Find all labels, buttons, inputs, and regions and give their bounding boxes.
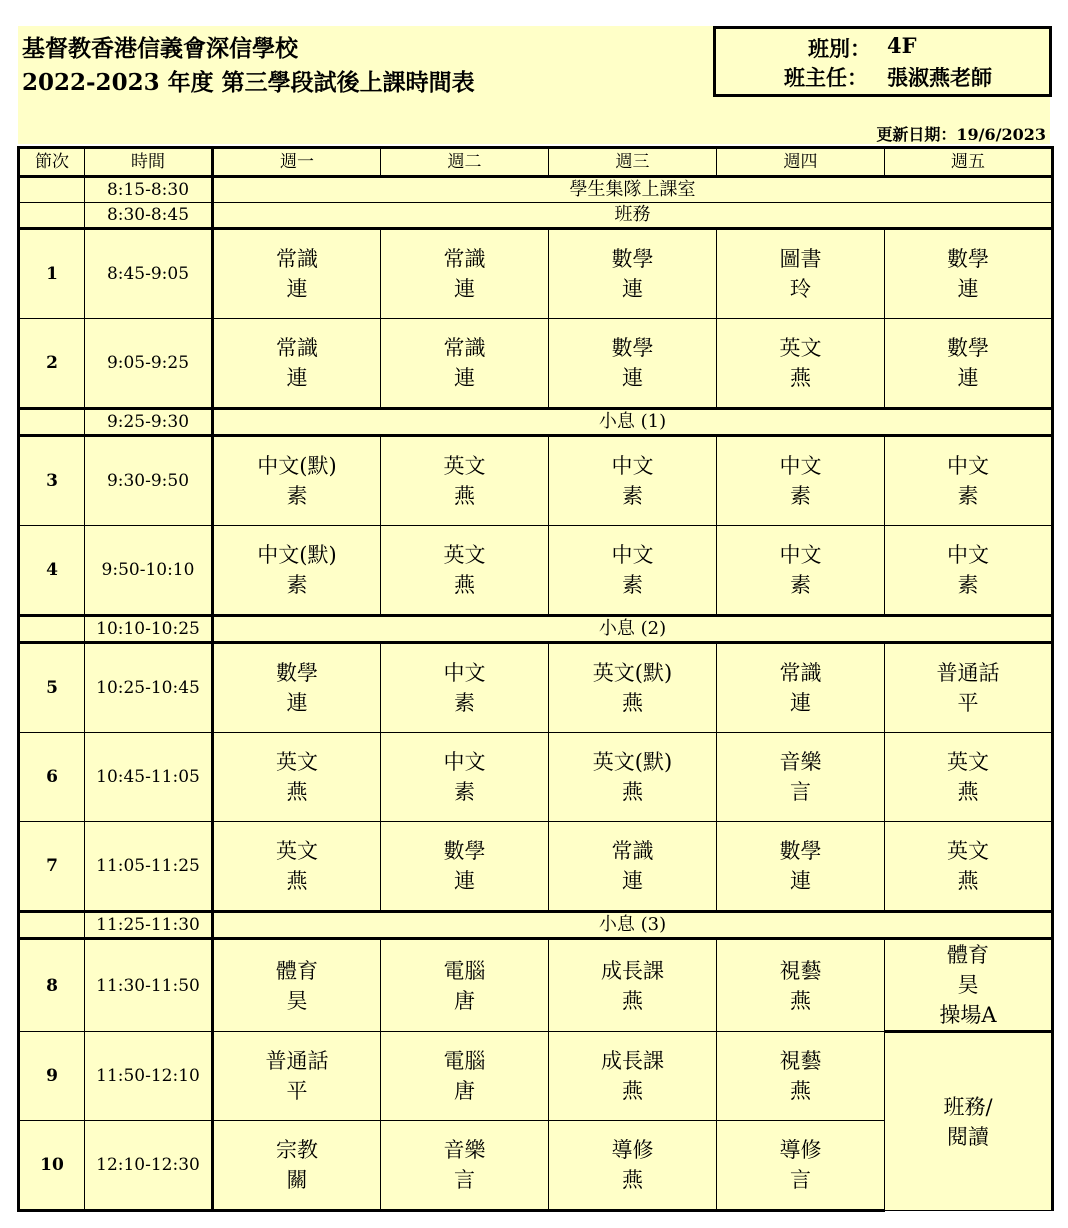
teacher: 燕 bbox=[454, 573, 475, 597]
lesson-cell bbox=[885, 643, 1053, 733]
slot-text: 班務 bbox=[213, 203, 1053, 229]
teacher: 素 bbox=[622, 484, 643, 508]
lesson-cell bbox=[213, 1032, 381, 1121]
period-number: 7 bbox=[19, 822, 85, 912]
friday-class-duty-reading bbox=[885, 1032, 1053, 1211]
teacher: 連 bbox=[286, 277, 308, 301]
period-number: 2 bbox=[19, 319, 85, 409]
teacher: 連 bbox=[622, 869, 643, 893]
class-value: 4F bbox=[887, 33, 917, 58]
teacher: 燕 bbox=[454, 484, 475, 508]
subject: 中文 bbox=[443, 661, 486, 685]
special-line: 班務/ bbox=[943, 1094, 993, 1119]
lesson-cell bbox=[213, 822, 381, 912]
teacher: 素 bbox=[790, 573, 811, 597]
teacher: 燕 bbox=[622, 691, 643, 715]
subject: 中文 bbox=[611, 543, 654, 567]
lesson-cell bbox=[717, 436, 885, 526]
lesson-cell bbox=[885, 319, 1053, 409]
lesson-cell bbox=[717, 822, 885, 912]
teacher: 平 bbox=[286, 1079, 308, 1103]
timetable bbox=[17, 146, 1054, 1212]
lesson-cell bbox=[717, 526, 885, 616]
subject: 中文 bbox=[779, 543, 822, 567]
teacher: 素 bbox=[286, 484, 308, 508]
lesson-cell bbox=[213, 436, 381, 526]
col-time: 時間 bbox=[85, 148, 213, 177]
lesson-cell bbox=[381, 436, 549, 526]
slot-empty bbox=[19, 177, 85, 203]
teacher: 唐 bbox=[454, 1079, 475, 1103]
updated-date: 更新日期：19/6/2023 bbox=[876, 125, 1046, 144]
teacher: 連 bbox=[454, 277, 475, 301]
subject: 普通話 bbox=[265, 1049, 329, 1073]
subject: 英文 bbox=[779, 336, 822, 360]
lesson-cell bbox=[717, 939, 885, 1032]
teacher: 昊 bbox=[957, 973, 979, 997]
teacher: 連 bbox=[454, 366, 475, 390]
period-row bbox=[19, 526, 1053, 616]
slot-break-1 bbox=[19, 409, 1053, 436]
slot-break-3 bbox=[19, 912, 1053, 939]
slot-assembly bbox=[19, 177, 1053, 203]
teacher: 關 bbox=[286, 1168, 308, 1192]
subject: 中文 bbox=[947, 454, 989, 478]
period-row bbox=[19, 319, 1053, 409]
period-time: 9:50-10:10 bbox=[85, 526, 213, 616]
teacher: 連 bbox=[957, 366, 979, 390]
subject: 數學 bbox=[611, 336, 654, 360]
lesson-cell bbox=[549, 733, 717, 822]
lesson-cell bbox=[885, 733, 1053, 822]
lesson-cell bbox=[549, 1121, 717, 1211]
subject: 英文 bbox=[276, 750, 318, 774]
teacher: 平 bbox=[957, 691, 979, 715]
lesson-cell bbox=[549, 526, 717, 616]
subject: 音樂 bbox=[779, 750, 822, 774]
slot-text: 小息 (1) bbox=[213, 409, 1053, 436]
lesson-cell bbox=[885, 229, 1053, 319]
subject: 英文 bbox=[443, 454, 486, 478]
subject: 英文 bbox=[947, 750, 989, 774]
teacher: 燕 bbox=[286, 780, 308, 804]
period-time: 9:05-9:25 bbox=[85, 319, 213, 409]
lesson-cell bbox=[381, 822, 549, 912]
period-row bbox=[19, 822, 1053, 912]
teacher: 素 bbox=[622, 573, 643, 597]
lesson-cell bbox=[885, 822, 1053, 912]
subject: 數學 bbox=[611, 247, 654, 271]
period-number: 4 bbox=[19, 526, 85, 616]
lesson-cell bbox=[213, 526, 381, 616]
teacher: 素 bbox=[286, 573, 308, 597]
subject: 宗教 bbox=[276, 1138, 318, 1162]
lesson-cell bbox=[717, 229, 885, 319]
period-number: 8 bbox=[19, 939, 85, 1032]
teacher: 燕 bbox=[957, 869, 979, 893]
lesson-cell bbox=[381, 1121, 549, 1211]
subject: 導修 bbox=[611, 1138, 654, 1162]
teacher: 連 bbox=[286, 366, 308, 390]
lesson-cell bbox=[213, 229, 381, 319]
subject: 數學 bbox=[947, 247, 989, 271]
teacher: 燕 bbox=[622, 1168, 643, 1192]
teacher: 連 bbox=[790, 691, 811, 715]
lesson-cell bbox=[717, 1032, 885, 1121]
slot-break-2 bbox=[19, 616, 1053, 643]
teacher: 言 bbox=[790, 780, 811, 804]
period-row bbox=[19, 229, 1053, 319]
period-row bbox=[19, 733, 1053, 822]
lesson-cell bbox=[381, 733, 549, 822]
subject: 視藝 bbox=[779, 1049, 822, 1073]
teacher: 連 bbox=[957, 277, 979, 301]
lesson-cell bbox=[381, 229, 549, 319]
slot-time: 9:25-9:30 bbox=[85, 409, 213, 436]
class-info-box bbox=[713, 26, 1052, 97]
teacher: 燕 bbox=[790, 1079, 811, 1103]
period-row bbox=[19, 939, 1053, 1032]
lesson-cell bbox=[549, 939, 717, 1032]
lesson-cell bbox=[381, 643, 549, 733]
teacher: 素 bbox=[957, 573, 979, 597]
teacher: 連 bbox=[286, 691, 308, 715]
teacher: 燕 bbox=[790, 988, 811, 1013]
subject: 電腦 bbox=[443, 1049, 486, 1073]
subject: 英文 bbox=[276, 839, 318, 863]
period-number: 1 bbox=[19, 229, 85, 319]
teacher-label: 班主任： bbox=[784, 65, 868, 90]
subject: 中文(默) bbox=[257, 454, 337, 478]
slot-text: 學生集隊上課室 bbox=[213, 177, 1053, 203]
teacher: 言 bbox=[454, 1168, 475, 1192]
teacher: 連 bbox=[622, 366, 643, 390]
period-time: 11:50-12:10 bbox=[85, 1032, 213, 1121]
lesson-cell bbox=[381, 1032, 549, 1121]
teacher: 素 bbox=[957, 484, 979, 508]
period-time: 12:10-12:30 bbox=[85, 1121, 213, 1211]
lesson-cell bbox=[381, 319, 549, 409]
header-row bbox=[19, 148, 1053, 177]
subject: 中文 bbox=[779, 454, 822, 478]
teacher: 玲 bbox=[790, 277, 811, 301]
subject: 視藝 bbox=[779, 958, 822, 983]
lesson-cell bbox=[885, 526, 1053, 616]
period-time: 10:25-10:45 bbox=[85, 643, 213, 733]
slot-time: 8:15-8:30 bbox=[85, 177, 213, 203]
teacher: 連 bbox=[790, 869, 811, 893]
special-line: 閱讀 bbox=[947, 1124, 989, 1149]
subject: 常識 bbox=[276, 336, 318, 360]
subject: 常識 bbox=[779, 661, 822, 685]
period-number: 5 bbox=[19, 643, 85, 733]
venue: 操場A bbox=[939, 1003, 997, 1027]
teacher: 燕 bbox=[622, 988, 643, 1013]
school-name: 基督教香港信義會深信學校 bbox=[22, 35, 298, 62]
subject: 成長課 bbox=[601, 958, 664, 983]
slot-empty bbox=[19, 616, 85, 643]
slot-empty bbox=[19, 203, 85, 229]
class-label: 班別： bbox=[808, 36, 871, 61]
period-number: 9 bbox=[19, 1032, 85, 1121]
lesson-cell bbox=[549, 822, 717, 912]
col-wed: 週三 bbox=[549, 148, 717, 177]
teacher: 連 bbox=[622, 277, 643, 301]
teacher: 燕 bbox=[622, 1079, 643, 1103]
subject: 數學 bbox=[947, 336, 989, 360]
lesson-cell bbox=[717, 1121, 885, 1211]
col-period: 節次 bbox=[19, 148, 85, 177]
lesson-cell bbox=[213, 1121, 381, 1211]
subject: 中文 bbox=[947, 543, 989, 567]
subject: 英文 bbox=[443, 543, 486, 567]
period-number: 10 bbox=[19, 1121, 85, 1211]
period-time: 11:05-11:25 bbox=[85, 822, 213, 912]
slot-time: 8:30-8:45 bbox=[85, 203, 213, 229]
lesson-cell bbox=[213, 939, 381, 1032]
period-row bbox=[19, 643, 1053, 733]
subject: 普通話 bbox=[936, 661, 1000, 685]
slot-class-duty bbox=[19, 203, 1053, 229]
period-row bbox=[19, 436, 1053, 526]
subject: 成長課 bbox=[601, 1049, 664, 1073]
lesson-cell bbox=[549, 436, 717, 526]
col-tue: 週二 bbox=[381, 148, 549, 177]
teacher: 連 bbox=[454, 869, 475, 893]
subject: 體育 bbox=[947, 943, 989, 967]
subject: 中文 bbox=[611, 454, 654, 478]
period-number: 6 bbox=[19, 733, 85, 822]
subject: 常識 bbox=[443, 336, 486, 360]
slot-empty bbox=[19, 912, 85, 939]
subject: 中文(默) bbox=[257, 543, 337, 567]
col-thu: 週四 bbox=[717, 148, 885, 177]
lesson-cell bbox=[885, 939, 1053, 1032]
teacher: 昊 bbox=[286, 988, 308, 1013]
term-title: 2022-2023 年度 第三學段試後上課時間表 bbox=[22, 69, 475, 96]
teacher-value: 張淑燕老師 bbox=[887, 65, 992, 90]
teacher: 素 bbox=[790, 484, 811, 508]
subject: 英文(默) bbox=[592, 750, 673, 774]
subject: 中文 bbox=[443, 750, 486, 774]
period-time: 8:45-9:05 bbox=[85, 229, 213, 319]
teacher: 燕 bbox=[790, 366, 811, 390]
subject: 常識 bbox=[276, 247, 318, 271]
lesson-cell bbox=[549, 643, 717, 733]
lesson-cell bbox=[549, 1032, 717, 1121]
subject: 數學 bbox=[276, 661, 318, 685]
lesson-cell bbox=[381, 939, 549, 1032]
col-fri: 週五 bbox=[885, 148, 1053, 177]
subject: 數學 bbox=[443, 839, 486, 863]
subject: 常識 bbox=[611, 839, 654, 863]
slot-text: 小息 (3) bbox=[213, 912, 1053, 939]
subject: 英文(默) bbox=[592, 661, 673, 685]
teacher: 言 bbox=[790, 1168, 811, 1192]
teacher: 素 bbox=[454, 780, 475, 804]
subject: 圖書 bbox=[779, 247, 822, 271]
period-time: 9:30-9:50 bbox=[85, 436, 213, 526]
teacher: 燕 bbox=[957, 780, 979, 804]
subject: 導修 bbox=[779, 1138, 822, 1162]
subject: 數學 bbox=[779, 839, 822, 863]
slot-text: 小息 (2) bbox=[213, 616, 1053, 643]
teacher: 素 bbox=[454, 691, 475, 715]
slot-empty bbox=[19, 409, 85, 436]
subject: 電腦 bbox=[443, 958, 486, 983]
lesson-cell bbox=[381, 526, 549, 616]
slot-time: 11:25-11:30 bbox=[85, 912, 213, 939]
lesson-cell bbox=[213, 319, 381, 409]
lesson-cell bbox=[213, 643, 381, 733]
lesson-cell bbox=[717, 733, 885, 822]
lesson-cell bbox=[717, 643, 885, 733]
teacher: 唐 bbox=[454, 988, 475, 1013]
subject: 音樂 bbox=[443, 1138, 486, 1162]
teacher: 燕 bbox=[286, 869, 308, 893]
period-time: 11:30-11:50 bbox=[85, 939, 213, 1032]
lesson-cell bbox=[717, 319, 885, 409]
period-row bbox=[19, 1032, 1053, 1121]
lesson-cell bbox=[885, 436, 1053, 526]
period-number: 3 bbox=[19, 436, 85, 526]
lesson-cell bbox=[549, 319, 717, 409]
subject: 常識 bbox=[443, 247, 486, 271]
col-mon: 週一 bbox=[213, 148, 381, 177]
lesson-cell bbox=[549, 229, 717, 319]
lesson-cell bbox=[213, 733, 381, 822]
subject: 體育 bbox=[276, 958, 318, 983]
teacher: 燕 bbox=[622, 780, 643, 804]
subject: 英文 bbox=[947, 839, 989, 863]
slot-time: 10:10-10:25 bbox=[85, 616, 213, 643]
period-time: 10:45-11:05 bbox=[85, 733, 213, 822]
